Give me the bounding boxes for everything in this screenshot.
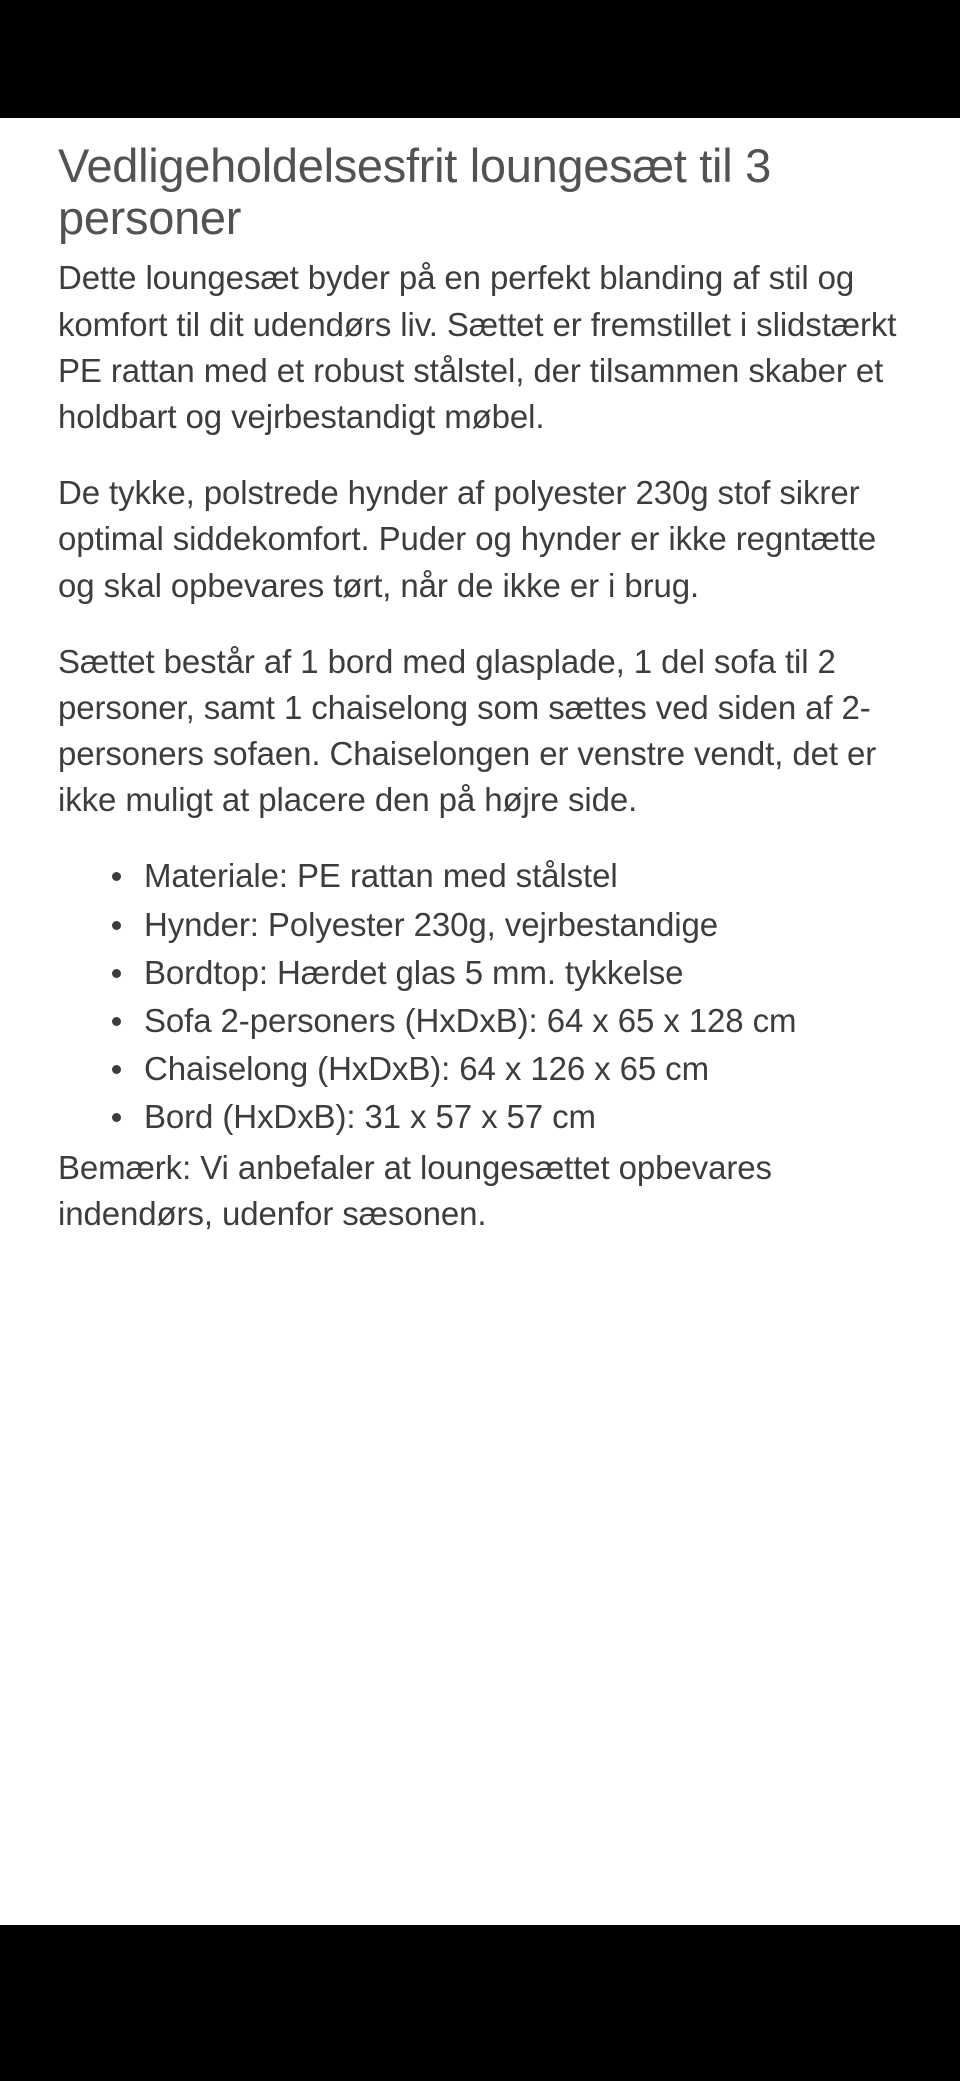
list-item [112,998,902,1044]
list-item [112,902,902,948]
bullet-dot-icon [112,969,121,978]
specification-list [58,853,902,1140]
description-paragraph-1: Dette loungesæt byder på en perfekt blanding af stil og komfort til dit udendørs liv. Sættet er fremstillet i slidstærkt PE rattan med et robust stålstel, der tilsammen skaber et holdbart og vejrbestandigt møbel. [58,259,897,435]
description-paragraph-2: De tykke, polstrede hynder af polyester 230g stof sikrer optimal siddekomfort. Puder og hynder er ikke regntætte og skal opbevares tørt, når de ikke er i brug. [58,474,877,604]
list-item-label: Chaiselong (HxDxB): 64 x 126 x 65 cm [144,1050,709,1088]
list-item-label: Materiale: PE rattan med stålstel [144,857,618,895]
list-item [112,950,902,996]
letterbox-top-bar [0,0,960,118]
list-item [112,1046,902,1092]
bullet-dot-icon [112,1065,121,1074]
letterbox-bottom-bar [0,1925,960,2081]
description-paragraph-3: Sættet består af 1 bord med glasplade, 1 del sofa til 2 personer, samt 1 chaiselong som sættes ved siden af 2-personers sofaen. Chaiselongen er venstre vendt, det er ikke muligt at placere den på højre side. [58,642,877,819]
list-item [112,1094,902,1140]
product-description-panel [0,118,960,1925]
list-item [112,853,902,899]
list-item-label: Bordtop: Hærdet glas 5 mm. tykkelse [144,953,684,991]
bullet-dot-icon [112,1017,121,1026]
list-item-label: Hynder: Polyester 230g, vejrbestandige [144,905,719,943]
page-title: Vedligeholdelsesfrit loungesæt til 3 personer [58,139,771,244]
bullet-dot-icon [112,872,121,881]
bullet-dot-icon [112,921,121,930]
bullet-dot-icon [112,1113,121,1122]
storage-note: Bemærk: Vi anbefaler at loungesættet opbevares indendørs, udenfor sæsonen. [58,1148,772,1232]
list-item-label: Bord (HxDxB): 31 x 57 x 57 cm [144,1098,596,1136]
list-item-label: Sofa 2-personers (HxDxB): 64 x 65 x 128 cm [144,1002,797,1039]
